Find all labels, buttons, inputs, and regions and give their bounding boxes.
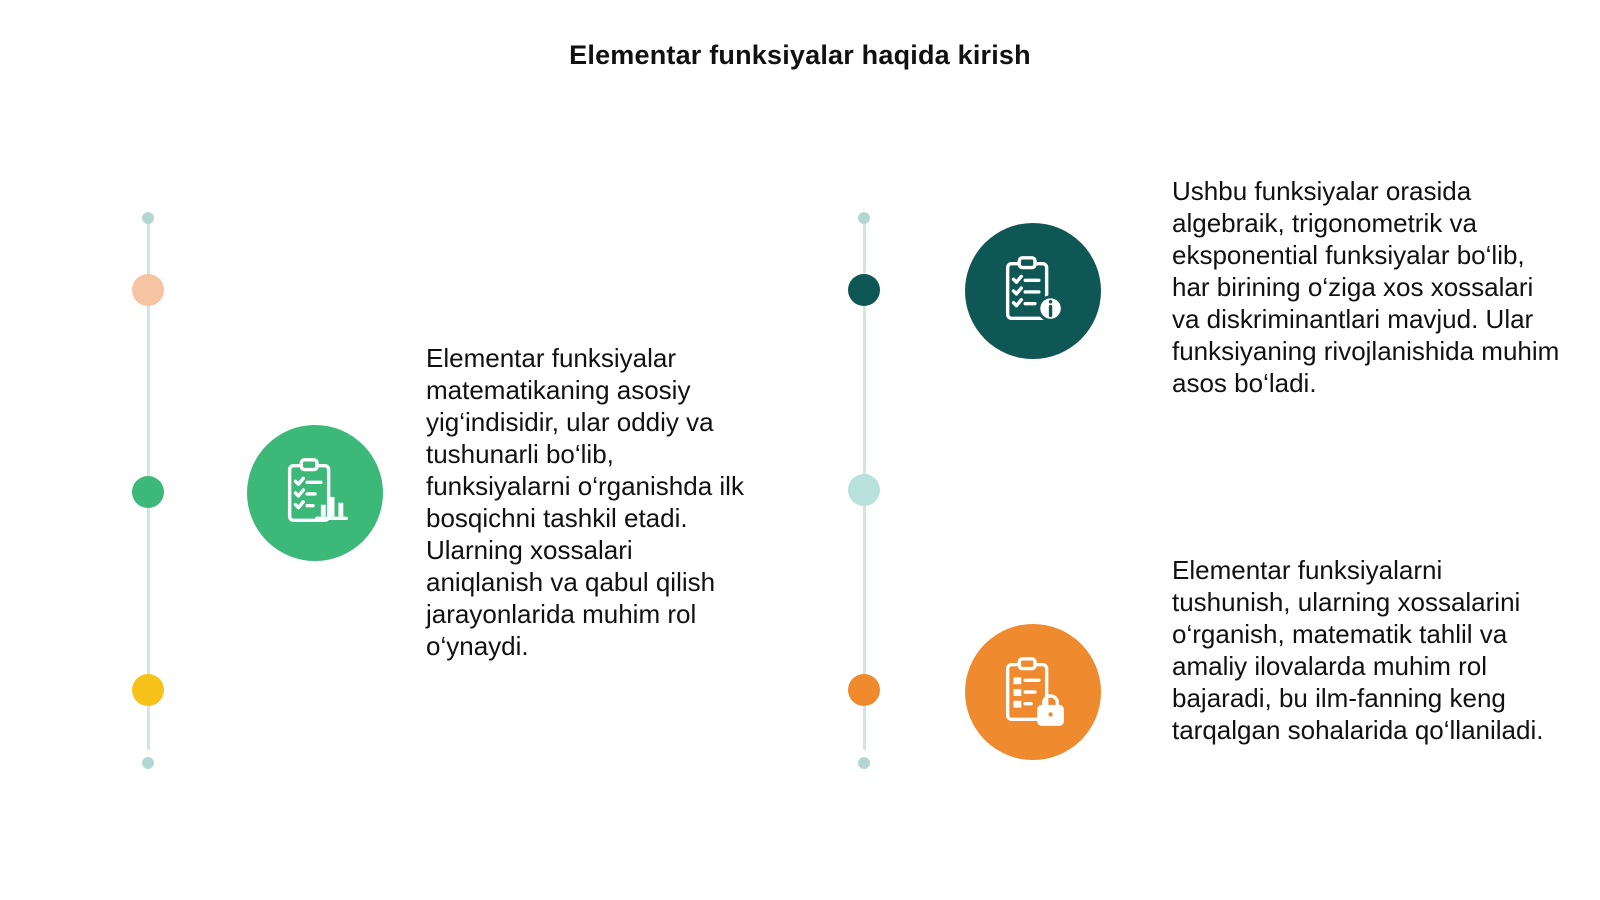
clipboard-chart-badge	[247, 425, 383, 561]
timeline-dot-yellow	[132, 674, 164, 706]
timeline-endcap-top	[142, 212, 154, 224]
clipboard-chart-icon	[276, 454, 354, 532]
item-description: Elementar funksiyalarni tushunish, ularning xossalarini o‘rganish, matematik tahlil va amaliy ilovalarda muhim rol bajaradi, bu ilm-fanning keng tarqalgan sohalarida qo‘llaniladi.	[1172, 555, 1544, 745]
timeline-endcap-bottom	[142, 757, 154, 769]
item-description: Elementar funksiyalar matematikaning asosiy yig‘indisidir, ular oddiy va tushunarli bo‘lib, funksiyalarni o‘rganishda ilk bosqichni tashkil etadi. Ularning xossalari aniqlanish va qabul qilish jarayonlarida muhim rol o‘ynaydi.	[426, 343, 744, 661]
clipboard-lock-badge	[965, 624, 1101, 760]
page-title: Elementar funksiyalar haqida kirish	[569, 40, 1031, 70]
timeline-dot-green	[132, 476, 164, 508]
timeline-dot-dark-teal	[848, 274, 880, 306]
timeline-endcap-bottom	[858, 757, 870, 769]
clipboard-info-badge	[965, 223, 1101, 359]
clipboard-lock-icon	[994, 653, 1072, 731]
timeline-dot-orange	[848, 674, 880, 706]
timeline-dot-peach	[132, 274, 164, 306]
timeline-dot-mint	[848, 474, 880, 506]
item-description: Ushbu funksiyalar orasida algebraik, trigonometrik va eksponential funksiyalar bo‘lib, har birining o‘ziga xos xossalari va diskriminantlari mavjud. Ular funksiyaning rivojlanishida muhim asos bo‘ladi.	[1172, 176, 1560, 398]
timeline-endcap-top	[858, 212, 870, 224]
clipboard-info-icon	[994, 252, 1072, 330]
